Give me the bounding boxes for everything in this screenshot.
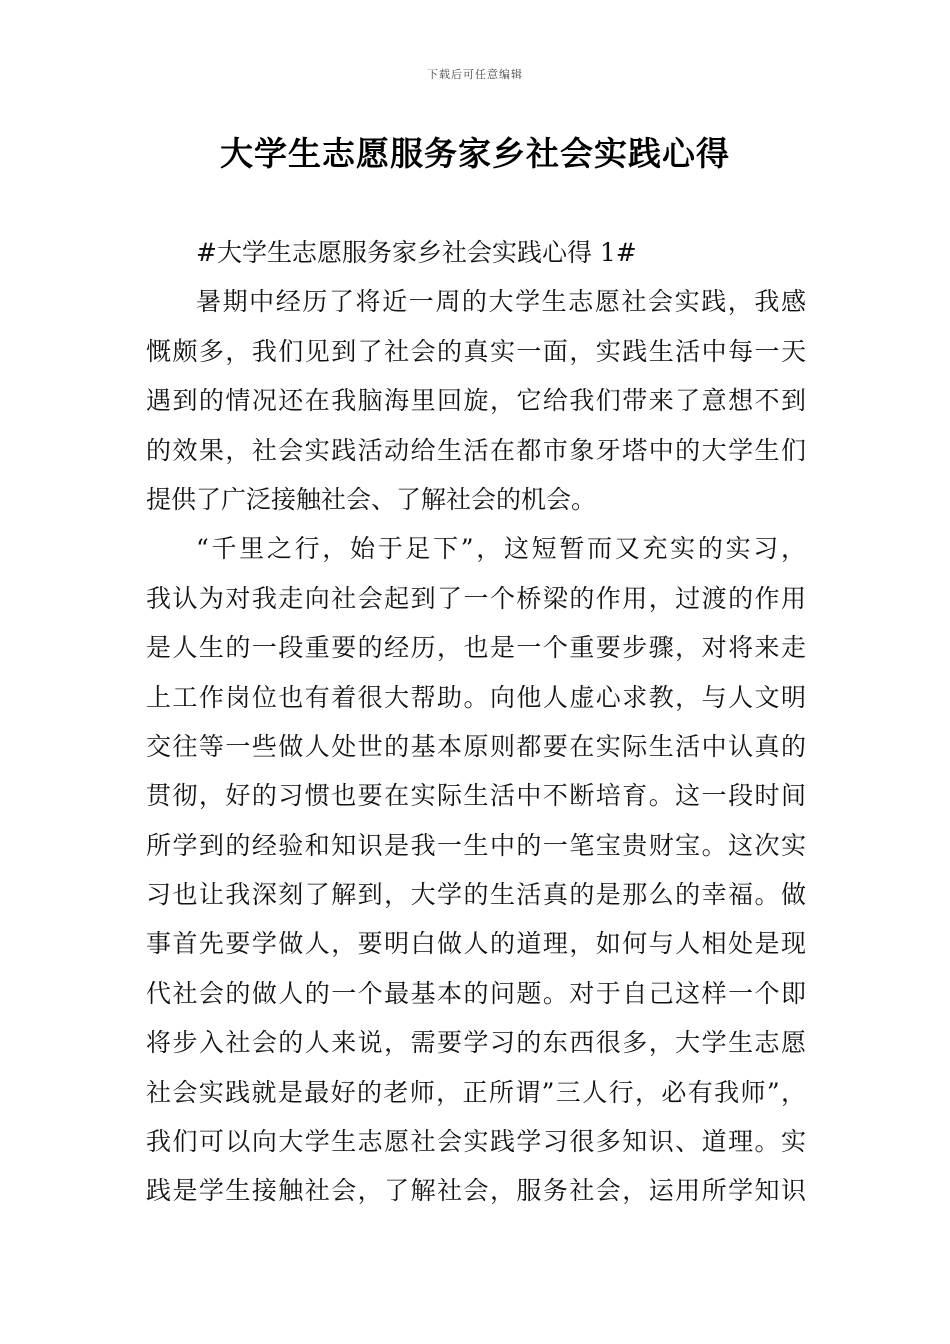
text-line: 交往等一些做人处世的基本原则都要在实际生活中认真的: [146, 731, 806, 761]
text-line: 提供了广泛接触社会、了解社会的机会。: [146, 484, 597, 514]
text-line: 习也让我深刻了解到，大学的生活真的是那么的幸福。做: [146, 880, 806, 910]
text-line: 遇到的情况还在我脑海里回旋，它给我们带来了意想不到: [146, 386, 806, 416]
text-line: 暑期中经历了将近一周的大学生志愿社会实践，我感: [196, 287, 806, 317]
text-line: 践是学生接触社会，了解社会，服务社会，运用所学知识: [146, 1176, 806, 1206]
text-line: 事首先要学做人，要明白做人的道理，如何与人相处是现: [146, 929, 806, 959]
text-line: 慨颇多，我们见到了社会的真实一面，实践生活中每一天: [146, 336, 806, 366]
header-note: 下载后可任意编辑: [427, 68, 523, 81]
text-line: 我认为对我走向社会起到了一个桥梁的作用，过渡的作用: [146, 583, 806, 613]
text-line: 上工作岗位也有着很大帮助。向他人虚心求教，与人文明: [146, 682, 806, 712]
text-line: 代社会的做人的一个最基本的问题。对于自己这样一个即: [146, 978, 806, 1008]
document-body: [146, 228, 806, 1216]
section-heading: #大学生志愿服务家乡社会实践心得 1#: [196, 238, 637, 267]
text-line: 的效果，社会实践活动给生活在都市象牙塔中的大学生们: [146, 435, 806, 465]
text-line: 所学到的经验和知识是我一生中的一笔宝贵财宝。这次实: [146, 830, 806, 860]
text-line: 社会实践就是最好的老师，正所谓”三人行，必有我师”，: [146, 1077, 806, 1107]
text-line: “千里之行，始于足下”，这短暂而又充实的实习，: [196, 534, 806, 564]
text-line: 贯彻，好的习惯也要在实际生活中不断培育。这一段时间: [146, 781, 806, 811]
text-line: 将步入社会的人来说，需要学习的东西很多，大学生志愿: [146, 1028, 806, 1058]
text-line: 我们可以向大学生志愿社会实践学习很多知识、道理。实: [146, 1127, 806, 1157]
document-title: 大学生志愿服务家乡社会实践心得: [220, 134, 730, 173]
text-line: 是人生的一段重要的经历，也是一个重要步骤，对将来走: [146, 633, 806, 663]
